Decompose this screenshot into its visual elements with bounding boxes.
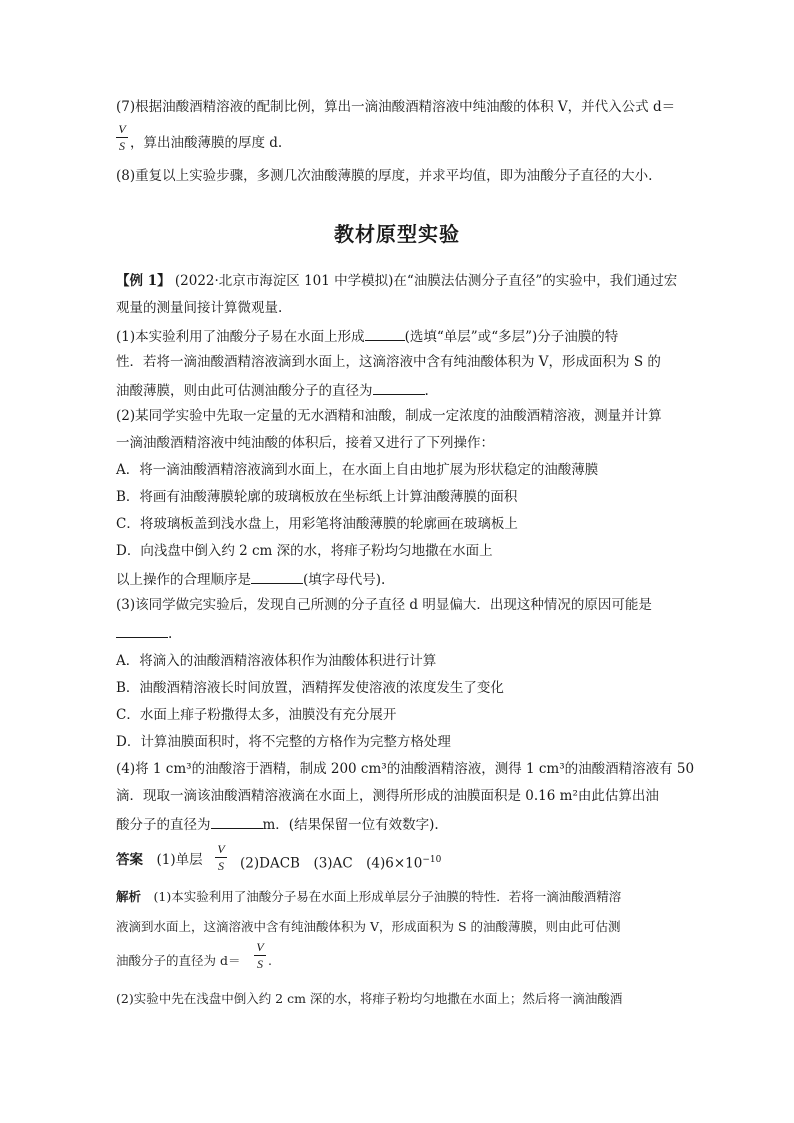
q4-line1: (4)将 1 cm³的油酸溶于酒精，制成 200 cm³的油酸酒精溶液，测得 1 cm³的油酸酒精溶液有 50 bbox=[116, 761, 695, 777]
answer-label: 答案 bbox=[116, 852, 143, 868]
fraction-numerator: V bbox=[256, 940, 264, 954]
step7-line2: ，算出油酸薄膜的厚度 d. bbox=[130, 135, 283, 151]
q1-text-e: . bbox=[424, 383, 429, 399]
q3-line2 bbox=[116, 623, 172, 643]
fraction-numerator: V bbox=[118, 122, 126, 136]
answer-rest-text: (2)DACB (3)AC (4)6×10 bbox=[240, 855, 423, 872]
analysis-label: 解析 bbox=[116, 889, 142, 904]
answer-part1: (1)单层 bbox=[156, 852, 203, 868]
example-source: (2022·北京市海淀区 101 中学模拟) bbox=[174, 273, 394, 289]
step7-line1: (7)根据油酸酒精溶液的配制比例，算出一滴油酸酒精溶液中纯油酸的体积 V，并代入公式 d＝ bbox=[116, 99, 676, 115]
q2-option-c: C．将玻璃板盖到浅水盘上，用彩笔将油酸薄膜的轮廓画在玻璃板上 bbox=[116, 516, 518, 532]
analysis-line2: 液滴到水面上，这滴溶液中含有纯油酸体积为 V，形成面积为 S 的油酸薄膜，则由此可估测 bbox=[116, 919, 621, 934]
q1-line3 bbox=[116, 380, 429, 400]
q1-line1 bbox=[116, 326, 618, 346]
q3-option-a: A．将滴入的油酸酒精溶液体积作为油酸体积进行计算 bbox=[116, 653, 437, 669]
answer-rest bbox=[240, 851, 441, 873]
q4-text-d: m．(结果保留一位有效数字). bbox=[262, 817, 439, 833]
example-tag: 【例 1】 bbox=[116, 273, 171, 289]
q3-option-c: C．水面上痱子粉撒得太多，油膜没有充分展开 bbox=[116, 707, 397, 723]
answer-blank bbox=[251, 569, 303, 584]
example-intro-text: 在“油膜法估测分子直径”的实验中，我们通过宏 bbox=[393, 273, 678, 289]
answer-fraction bbox=[215, 842, 227, 873]
q3-option-d: D．计算油膜面积时，将不完整的方格作为完整方格处理 bbox=[116, 734, 451, 750]
fraction-denominator: S bbox=[218, 859, 224, 873]
analysis-line3-end: . bbox=[268, 953, 272, 968]
q3-option-b: B．油酸酒精溶液长时间放置，酒精挥发使溶液的浓度发生了变化 bbox=[116, 680, 504, 696]
answer-blank bbox=[211, 814, 263, 829]
step7-fraction bbox=[116, 122, 128, 153]
q1-text-b: (选填“单层”或“多层”)分子油膜的特 bbox=[404, 329, 619, 345]
q4-line3 bbox=[116, 814, 439, 834]
q2-line2: 一滴油酸酒精溶液中纯油酸的体积后，接着又进行了下列操作： bbox=[116, 435, 494, 451]
q4-line2: 滴．现取一滴该油酸酒精溶液滴在水面上，测得所形成的油膜面积是 0.16 m²由此估算出油 bbox=[116, 788, 659, 804]
answer-line bbox=[116, 851, 203, 869]
q2-option-a: A．将一滴油酸酒精溶液滴到水面上，在水面上自由地扩展为形状稳定的油酸薄膜 bbox=[116, 462, 599, 478]
analysis-line4: (2)实验中先在浅盘中倒入约 2 cm 深的水，将痱子粉均匀地撒在水面上；然后将一滴油酸酒 bbox=[116, 991, 623, 1006]
answer-blank bbox=[365, 326, 405, 341]
q1-text-d: 油酸薄膜，则由此可估测油酸分子的直径为 bbox=[116, 383, 373, 399]
analysis-line3: 油酸分子的直径为 d＝ bbox=[116, 953, 241, 968]
q3-line1: (3)该同学做完实验后，发现自己所测的分子直径 d 明显偏大．出现这种情况的原因可能是 bbox=[116, 597, 652, 613]
q2-line1: (2)某同学实验中先取一定量的无水酒精和油酸，制成一定浓度的油酸酒精溶液，测量并计算 bbox=[116, 408, 662, 424]
fraction-denominator: S bbox=[119, 139, 125, 153]
analysis-line1 bbox=[116, 888, 621, 906]
q1-line2: 性．若将一滴油酸酒精溶液滴到水面上，这滴溶液中含有纯油酸体积为 V，形成面积为 S 的 bbox=[116, 354, 661, 370]
q2-order-line bbox=[116, 569, 385, 589]
analysis-text-1: (1)本实验利用了油酸分子易在水面上形成单层分子油膜的特性．若将一滴油酸酒精溶 bbox=[153, 889, 622, 904]
q2-text-c: 以上操作的合理顺序是 bbox=[116, 572, 251, 588]
q2-text-d: (填字母代号). bbox=[303, 572, 386, 588]
q1-text-a: (1)本实验利用了油酸分子易在水面上形成 bbox=[116, 329, 365, 345]
section-title: 教材原型实验 bbox=[334, 222, 460, 246]
q4-text-c: 酸分子的直径为 bbox=[116, 817, 211, 833]
q2-option-d: D．向浅盘中倒入约 2 cm 深的水，将痱子粉均匀地撒在水面上 bbox=[116, 543, 493, 559]
answer-blank bbox=[116, 623, 168, 638]
fraction-denominator: S bbox=[257, 957, 263, 971]
analysis-fraction bbox=[254, 940, 266, 971]
fraction-numerator: V bbox=[217, 842, 225, 856]
example-intro-line1 bbox=[116, 272, 677, 290]
q2-option-b: B．将画有油酸薄膜轮廓的玻璃板放在坐标纸上计算油酸薄膜的面积 bbox=[116, 489, 518, 505]
q3-text-b: . bbox=[168, 626, 173, 642]
example-intro-line2: 观量的测量间接计算微观量. bbox=[116, 300, 283, 316]
step8-text: (8)重复以上实验步骤，多测几次油酸薄膜的厚度，并求平均值，即为油酸分子直径的大小. bbox=[116, 168, 653, 184]
answer-exponent: −10 bbox=[422, 855, 442, 865]
answer-blank bbox=[373, 380, 425, 395]
